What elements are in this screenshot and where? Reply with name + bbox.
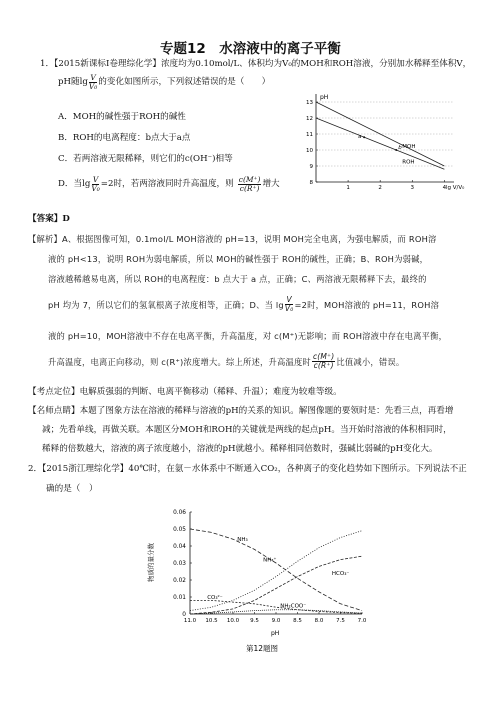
q1-line1: 1．【2015新课标Ⅰ卷理综化学】浓度均为0.10mol/L、体积均为V₀的MOH和ROH溶液，分别加水稀释至体积V， — [40, 59, 472, 69]
q1-option-b: B．ROH的电离程度：b点大于a点 — [58, 133, 191, 143]
page-title: 专题12 水溶液中的离子平衡 — [160, 41, 341, 57]
chart1-ytick-label: 13 — [306, 100, 313, 106]
q1-option-d-frac2 — [238, 176, 262, 193]
chart2-caption: 第12题图 — [246, 644, 279, 653]
chart1-xtick-label: 3 — [410, 185, 415, 191]
q1-option-d-prefix: D．当lg — [58, 179, 91, 189]
q1-option-d-frac2-den: c(R⁺) — [239, 184, 260, 193]
analysis-line6-prefix: 升高温度，电离正向移动，则 c(R⁺)浓度增大。综上所述，升高温度时 — [48, 356, 311, 367]
chart1-xlabel: lg V/V₀ — [446, 185, 465, 191]
chart2-xtick-label: 9.5 — [250, 618, 259, 624]
chart2-xtick-label: 7.5 — [336, 618, 345, 624]
chart1-series-label: ROH — [402, 159, 415, 166]
analysis-frac2-den: c(R⁺) — [313, 361, 334, 370]
analysis-line6-suffix: 比值减小，错误。 — [336, 356, 405, 367]
q1-frac-num: V — [90, 73, 96, 82]
chart2-xtick-label: 8.5 — [293, 618, 302, 624]
analysis-fraction1 — [285, 296, 294, 313]
q1-option-a: A．MOH的碱性强于ROH的碱性 — [58, 112, 186, 122]
chart1-xtick-label: 2 — [378, 185, 382, 191]
q1-line2-suffix: 的变化如图所示，下列叙述错误的是（ ） — [98, 77, 271, 87]
answer: 【答案】D — [28, 214, 70, 224]
chart1-series-label: MOH — [402, 144, 416, 150]
chart2-series-label: NH₂COO⁻ — [280, 603, 307, 610]
chart2-ytick-label: 0.04 — [173, 544, 186, 550]
q2-line2: 确的是（ ） — [46, 484, 98, 494]
chart2-ytick-label: 0.02 — [173, 578, 186, 584]
chart2-xtick-label: 10.0 — [226, 618, 240, 624]
chart2-svg — [142, 502, 376, 692]
chart1-point-b — [395, 149, 397, 151]
analysis-line4-prefix: pH 均为 7，所以它们的氢氧根离子浓度相等，正确；D、当 lg — [48, 299, 284, 310]
q1-option-d — [58, 176, 280, 193]
analysis-line5: 液的 pH=10，MOH溶液中不存在电离平衡，升高温度，对 c(M⁺)无影响；而 ROH溶液中存在电离平衡， — [48, 331, 448, 341]
mingshi-line1: 【名师点睛】本题了图象方法在溶液的稀释与溶液的pH的关系的知识。解图像题的要领时是：先看三点，再看增 — [28, 406, 454, 416]
q2-line1: 2．【2015浙江理综化学】40℃时，在氨－水体系中不断通入CO₂，各种离子的变化趋势如下图所示。下列说法不正 — [28, 464, 467, 474]
q1-option-d-middle: =2时，若两溶液同时升高温度，则 — [100, 179, 234, 189]
chart2-xtick-label: 7.0 — [357, 618, 367, 624]
analysis-line2: 液的 pH<13，说明 ROH为弱电解质，所以 MOH的碱性强于 ROH的碱性，正确；B、ROH为弱碱， — [48, 254, 429, 264]
chart1-ytick-label: 8 — [309, 180, 313, 186]
chart1-point-b-label: b — [398, 145, 402, 151]
chart2-ytick-label: 0.03 — [173, 561, 186, 567]
chart2-series-line — [190, 556, 362, 614]
q1-line2 — [58, 74, 270, 91]
analysis-frac1-den: V₀ — [284, 304, 294, 313]
mingshi-line3: 稀释的倍数越大，溶液的离子浓度越小，溶液的pH就越小。稀释相同倍数时，强碱比弱碱的pH变化大。 — [42, 444, 438, 454]
chart1-ylabel: pH — [320, 94, 329, 101]
chart1-series-roh — [316, 118, 444, 169]
chart2-xtick-label: 10.5 — [205, 618, 218, 624]
chart1-ytick-label: 12 — [306, 116, 313, 122]
analysis-line3: 溶液越稀越易电离，所以 ROH的电离程度：b 点大于 a 点，正确；C、两溶液无限稀释下去，最终的 — [48, 274, 427, 284]
q1-option-d-frac1 — [91, 176, 99, 193]
chart2-xtick-label: 9.0 — [271, 618, 281, 624]
analysis-line4 — [48, 296, 439, 313]
analysis-line4-suffix: =2时，MOH溶液的 pH=11，ROH溶 — [294, 299, 440, 310]
q1-line2-prefix: pH随lg — [58, 77, 88, 87]
chart2-xtick-label: 8.0 — [314, 618, 324, 624]
q1-frac-den: V₀ — [88, 82, 98, 91]
q1-option-d-frac2-num: c(M⁺) — [238, 175, 261, 184]
chart2-ytick-label: 0.05 — [173, 527, 186, 533]
analysis-frac1-num: V — [286, 295, 292, 304]
q1-option-c: C．若两溶液无限稀释，则它们的c(OH⁻)相等 — [58, 154, 233, 164]
chart2-xlabel: pH — [271, 630, 280, 637]
q1-fraction — [89, 74, 97, 91]
chart2-xtick-label: 11.0 — [183, 618, 197, 624]
chart1-point-a-label: a — [358, 134, 362, 141]
chart1-svg — [296, 90, 478, 198]
chart1-point-a — [363, 136, 365, 138]
chart1-ytick-label: 9 — [309, 164, 313, 170]
q1-option-d-frac1-den: V₀ — [91, 184, 100, 193]
chart1-xtick-label: 1 — [346, 185, 350, 191]
chart2-ytick-label: 0.01 — [173, 595, 186, 601]
kaodian-note: 【考点定位】电解质强弱的判断、电离平衡移动（稀释、升温）；难度为较难等级。 — [28, 387, 342, 397]
q1-option-d-frac1-num: V — [92, 175, 99, 184]
chart2-ytick-label: 0 — [182, 612, 186, 618]
mingshi-line2: 减；先看单线，再做关联。本题区分MOH和ROH的关键就是两线的起点pH。当开始时溶液的体积相同时， — [42, 425, 452, 435]
analysis-fraction2 — [312, 353, 335, 370]
chart2-series-label: CO₃²⁻ — [207, 595, 223, 602]
chart1-ytick-label: 10 — [306, 148, 313, 154]
chart2-ylabel: 物质的量分数 — [147, 543, 155, 582]
analysis-line1: 【解析】A、根据图像可知，0.1mol/L MOH溶液的 pH=13，说明 MOH完全电离，为强电解质，而 ROH溶 — [28, 234, 437, 244]
chart2-ytick-label: 0.06 — [173, 510, 186, 516]
chart2-series-label: HCO₃⁻ — [331, 570, 350, 577]
analysis-frac2-num: c(M⁺) — [312, 352, 335, 361]
chart2-series-label: NH₃ — [237, 536, 248, 543]
q1-option-d-suffix: 增大 — [262, 179, 280, 189]
analysis-line6 — [48, 353, 404, 370]
chart1-xtick-label: 4 — [442, 185, 447, 191]
chart2-series-label: NH₄⁺ — [263, 557, 277, 564]
chart1-ytick-label: 11 — [306, 132, 313, 138]
